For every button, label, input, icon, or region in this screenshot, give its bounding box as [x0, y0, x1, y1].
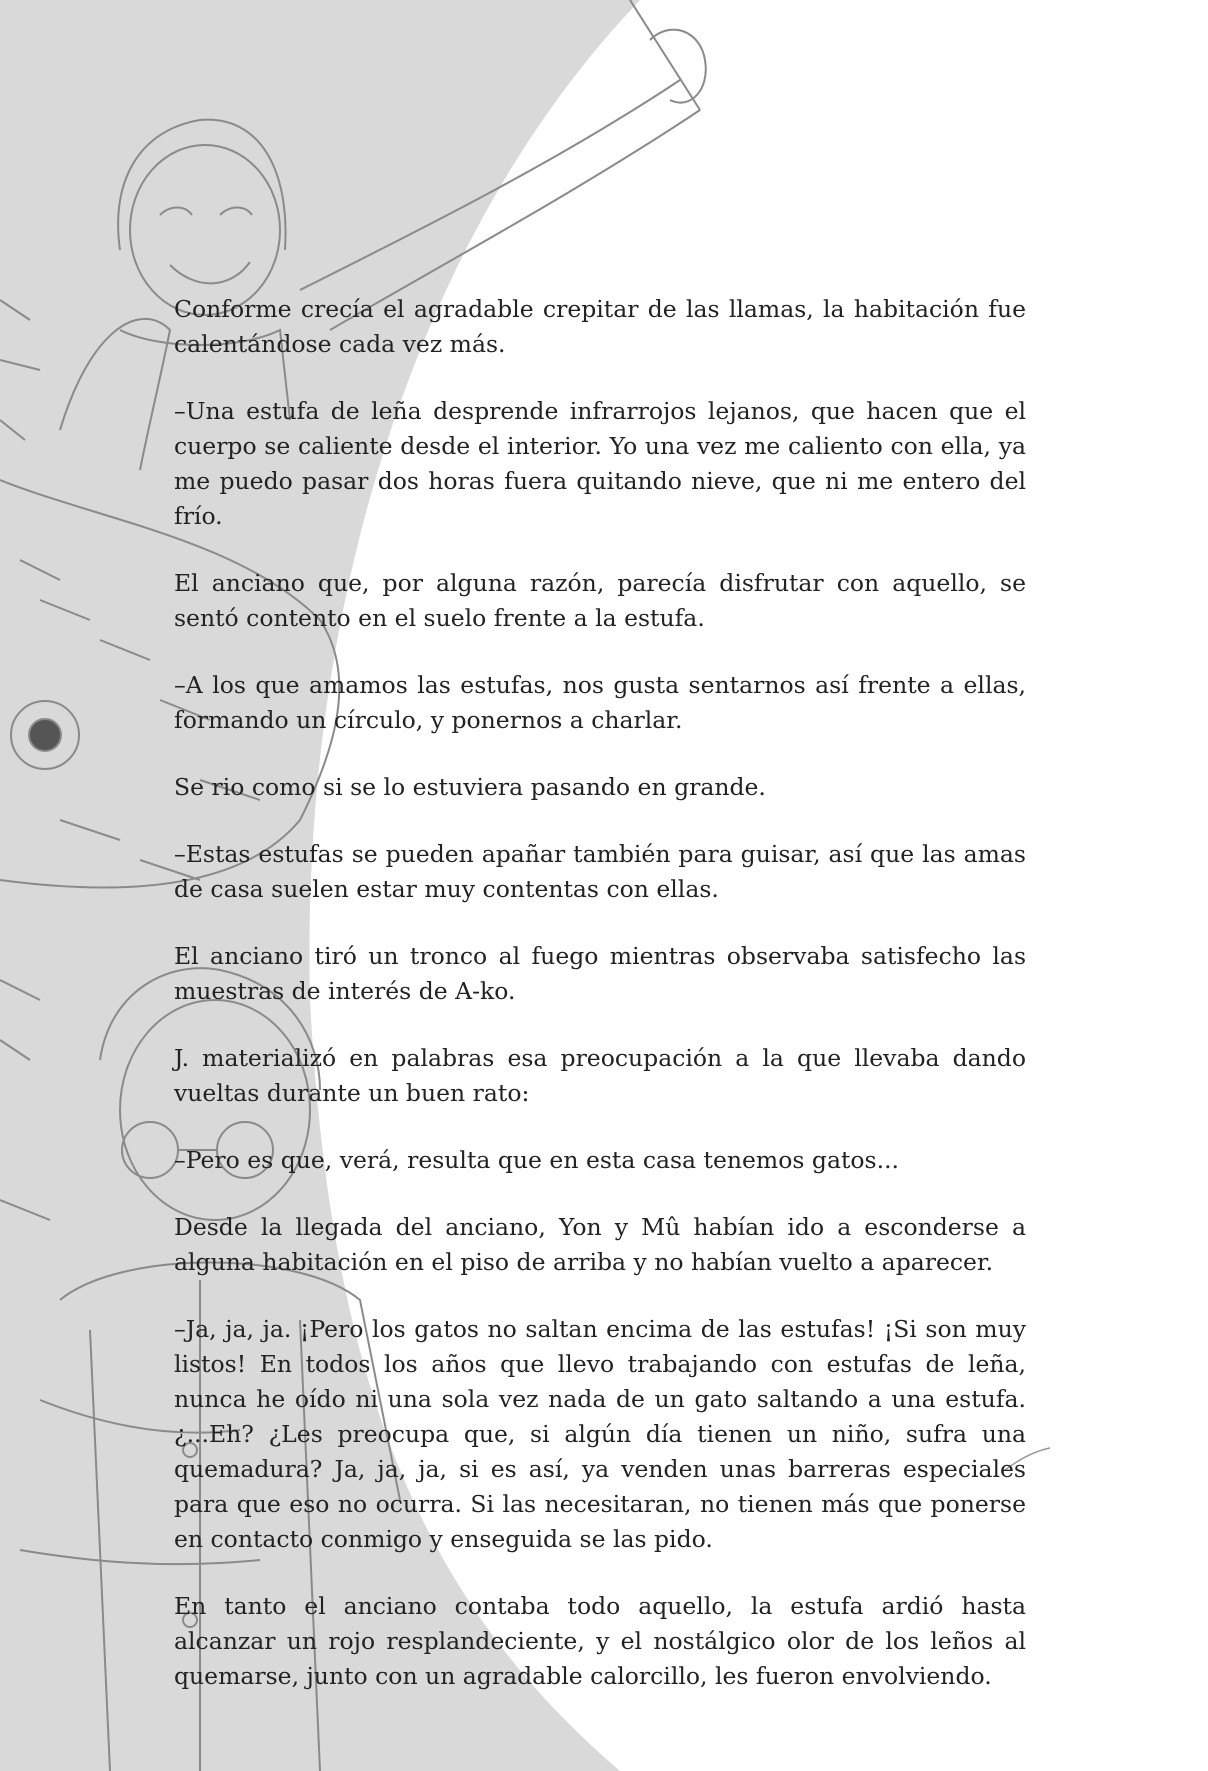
woman-eye-right	[220, 208, 252, 216]
paragraph: Se rio como si se lo estuviera pasando en grande.	[174, 773, 766, 801]
paragraph: En tanto el anciano contaba todo aquello, la estufa ardió hasta alcanzar un rojo resplandeciente, y el nostálgico olor de los leños al quemarse, junto con un agradable calorcillo, les fueron envolviendo.	[174, 1592, 1026, 1690]
story-text	[174, 292, 1026, 1726]
paragraph: –Pero es que, verá, resulta que en esta casa tenemos gatos...	[174, 1146, 900, 1174]
man-glasses-left	[122, 1122, 178, 1178]
paragraph: –Ja, ja, ja. ¡Pero los gatos no saltan encima de las estufas! ¡Si son muy listos! En todos los años que llevo trabajando con estufas de leña, nunca he oído ni una sola vez nada de un gato saltando a una estufa. ¿...Eh? ¿Les preocupa que, si algún día tienen un niño, sufra una quemadura? Ja, ja, ja, si es así, ya venden unas barreras especiales para que eso no ocurra. Si las necesitaran, no tienen más que ponerse en contacto conmigo y enseguida se las pido.	[174, 1315, 1026, 1553]
paragraph: –A los que amamos las estufas, nos gusta sentarnos así frente a ellas, formando un círculo, y ponernos a charlar.	[174, 671, 1026, 734]
paragraph: –Una estufa de leña desprende infrarrojos lejanos, que hacen que el cuerpo se caliente desde el interior. Yo una vez me caliento con ella, ya me puedo pasar dos horas fuera quitando nieve, que ni me entero del frío.	[174, 397, 1026, 530]
woman-eye-left	[160, 208, 192, 216]
paragraph: Desde la llegada del anciano, Yon y Mû habían ido a esconderse a alguna habitación en el piso de arriba y no habían vuelto a aparecer.	[174, 1213, 1026, 1276]
woman-smile	[170, 262, 250, 283]
paragraph: El anciano tiró un tronco al fuego mientras observaba satisfecho las muestras de interés de A-ko.	[174, 942, 1026, 1005]
paragraph: El anciano que, por alguna razón, parecía disfrutar con aquello, se sentó contento en el suelo frente a la estufa.	[174, 569, 1026, 632]
cat-eye-pupil	[29, 719, 61, 751]
paragraph: J. materializó en palabras esa preocupación a la que llevaba dando vueltas durante un buen rato:	[174, 1044, 1026, 1107]
woman-face	[130, 145, 280, 315]
paragraph: Conforme crecía el agradable crepitar de las llamas, la habitación fue calentándose cada vez más.	[174, 295, 1026, 358]
paragraph: –Estas estufas se pueden apañar también para guisar, así que las amas de casa suelen estar muy contentas con ellas.	[174, 840, 1026, 903]
woman-hair	[118, 120, 285, 250]
